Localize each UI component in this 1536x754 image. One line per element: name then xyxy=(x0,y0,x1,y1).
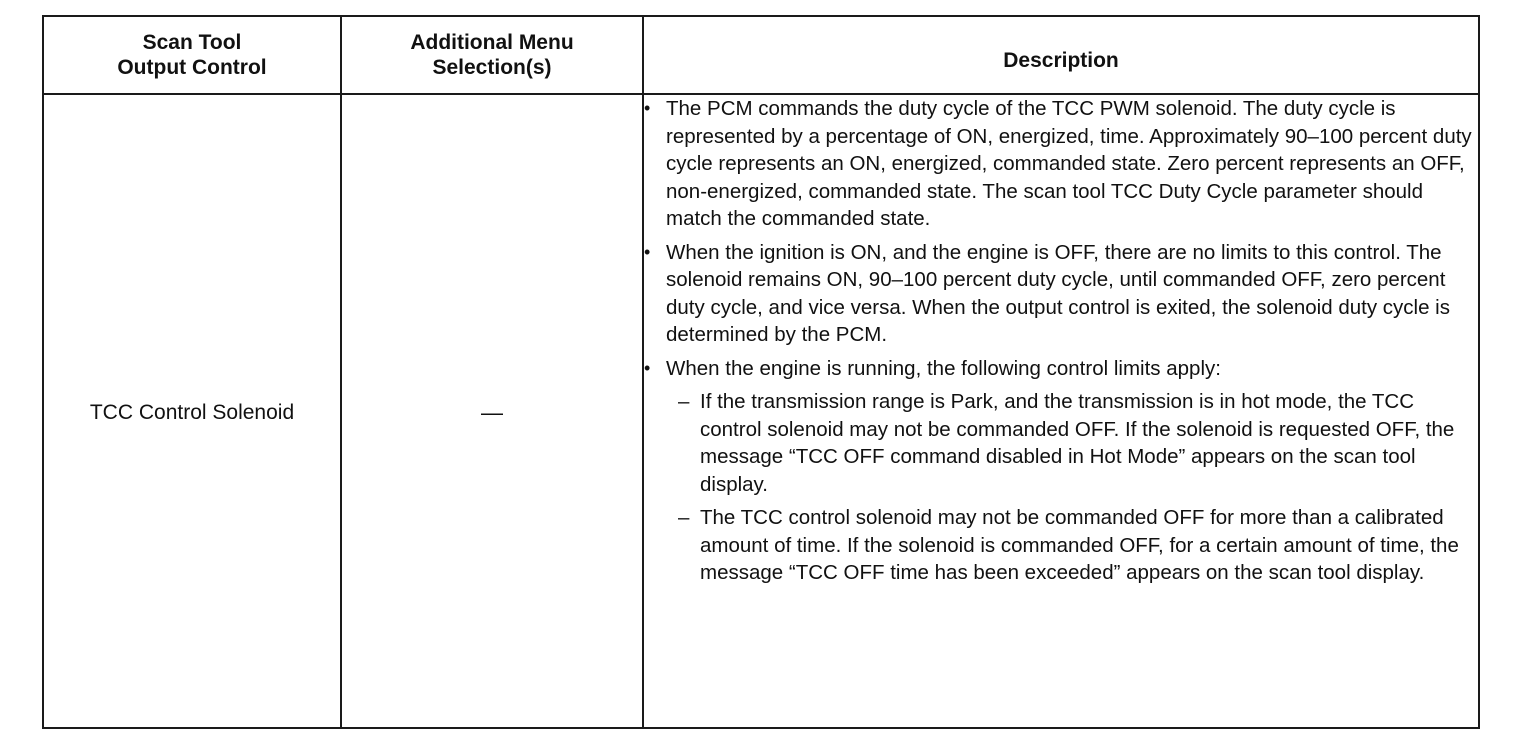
table-row xyxy=(43,94,1479,728)
output-control-table xyxy=(42,15,1480,729)
header-menu-selection-line1: Additional Menu xyxy=(410,31,574,54)
description-bullet-2: • When the ignition is ON, and the engine is OFF, there are no limits to this control. The solenoid remains ON, 90–100 percent duty cycle, until commanded OFF, zero percent duty cycle, and vice versa. When the output control is exited, the solenoid duty cycle is determined by the PCM. xyxy=(644,239,1478,349)
description-bullet-list xyxy=(644,95,1478,587)
description-bullet-3-text: When the engine is running, the following control limits apply: xyxy=(666,356,1221,380)
menu-selection-value: — xyxy=(481,400,503,425)
header-menu-selection xyxy=(341,16,643,94)
header-output-control-line1: Scan Tool xyxy=(142,31,242,54)
table-header-row xyxy=(43,16,1479,94)
control-limits-list xyxy=(678,388,1478,587)
output-control-name: TCC Control Solenoid xyxy=(89,401,295,424)
header-description: Description xyxy=(643,16,1479,94)
control-limit-item-2: – The TCC control solenoid may not be commanded OFF for more than a calibrated amount of time. If the solenoid is commanded OFF, for a certain amount of time, the message “TCC OFF time has been exceeded” appears on the scan tool display. xyxy=(678,504,1478,587)
description-bullet-1: • The PCM commands the duty cycle of the TCC PWM solenoid. The duty cycle is represented by a percentage of ON, energized, time. Approximately 90–100 percent duty cycle represents an ON, energized, commanded state. Zero percent represents an OFF, non-energized, commanded state. The scan tool TCC Duty Cycle parameter should match the commanded state. xyxy=(644,95,1478,233)
header-menu-selection-line2: Selection(s) xyxy=(432,56,552,79)
description-cell xyxy=(643,94,1479,728)
header-output-control xyxy=(43,16,341,94)
control-limit-item-1: – If the transmission range is Park, and the transmission is in hot mode, the TCC control solenoid may not be commanded OFF. If the solenoid is requested OFF, the message “TCC OFF command disabled in Hot Mode” appears on the scan tool display. xyxy=(678,388,1478,498)
header-output-control-line2: Output Control xyxy=(117,56,267,79)
output-control-cell xyxy=(43,94,341,728)
description-bullet-3 xyxy=(644,355,1478,587)
menu-selection-cell xyxy=(341,94,643,728)
